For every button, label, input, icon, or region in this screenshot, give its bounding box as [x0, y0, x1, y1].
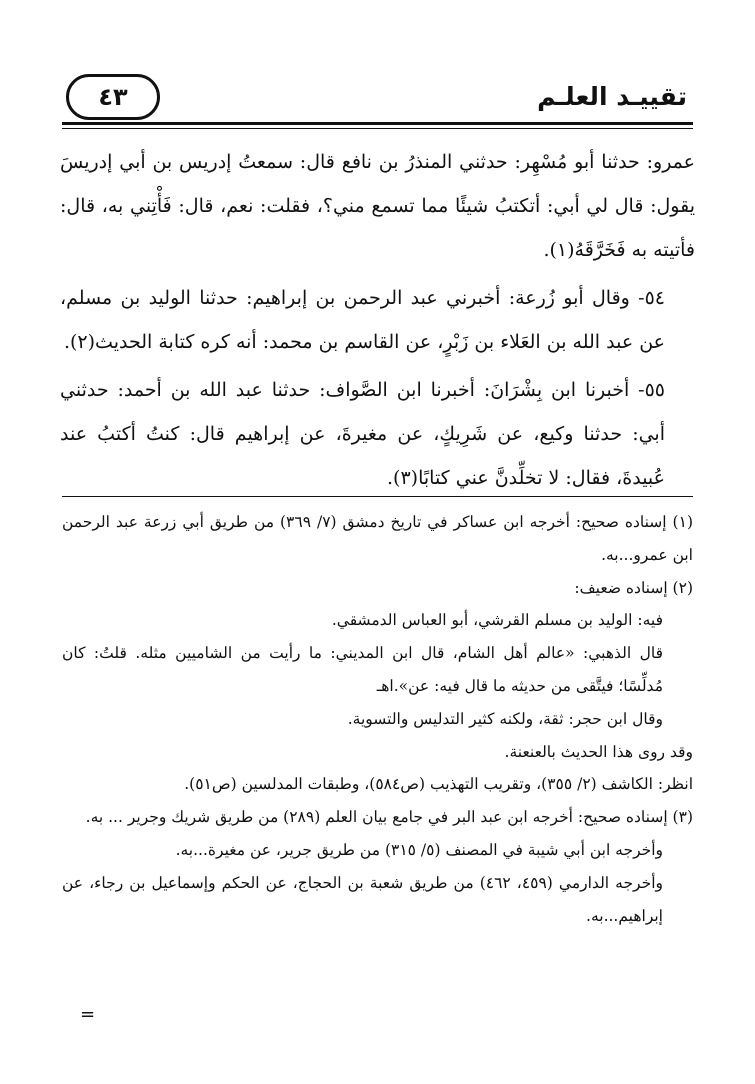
footnote-3: (٣) إسناده صحيح: أخرجه ابن عبد البر في جامع بيان العلم (٢٨٩) من طريق شريك وجرير ... به. [85, 808, 693, 827]
page-number-badge: ٤٣ [66, 74, 160, 120]
footnote-2-line: وقال ابن حجر: ثقة، ولكنه كثير التدليس والتسوية. [347, 709, 663, 728]
footnote-1: (١) إسناده صحيح: أخرجه ابن عساكر في تاريخ دمشق (٧/ ٣٦٩) من طريق أبي زرعة عبد الرحمن ابن عمرو...به. [62, 513, 693, 564]
footnotes [62, 506, 693, 932]
footnote-2-line: فيه: الوليد بن مسلم القرشي، أبو العباس الدمشقي. [331, 611, 663, 630]
footnote-2-line: وقد روى هذا الحديث بالعنعنة. [504, 742, 693, 761]
page-header [62, 66, 693, 122]
paragraph-continuation: عمرو: حدثنا أبو مُسْهِر: حدثني المنذرُ بن نافع قال: سمعتُ إدريس بن أبي إدريسَ يقول: قال لي أبي: أتكتبُ شيئًا مما تسمع مني؟، فقلت: نعم، قال: فَأْتِني به، قال: فأتيته به فَخَرَّقَهُ(١). [60, 151, 695, 261]
page-mark: = [80, 1004, 96, 1025]
hadith-55: ٥٥- أخبرنا ابن بِشْرَانَ: أخبرنا ابن الصَّواف: حدثنا عبد الله بن أحمد: حدثني أبي: حدثنا وكيع، عن شَرِيكٍ، عن مغيرةَ، عن إبراهيم قال: كنتُ أكتبُ عند عُبيدةَ، فقال: لا تخلِّدنَّ عني كتابًا(٣). [60, 379, 665, 489]
hadith-54: ٥٤- وقال أبو زُرعة: أخبرني عبد الرحمن بن إبراهيم: حدثنا الوليد بن مسلم، عن عبد الله بن العَلاء بن زَبْرٍ، عن القاسم بن محمد: أنه كره كتابة الحديث(٢). [60, 287, 665, 353]
footnote-2-line: انظر: الكاشف (٢/ ٣٥٥)، وتقريب التهذيب (ص٥٨٤)، وطبقات المدلسين (ص٥١). [184, 775, 693, 794]
footnote-2-line: قال الذهبي: «عالم أهل الشام، قال ابن المديني: ما رأيت من الشاميين مثله. قلتُ: كان مُدلِّسًا؛ فيتَّقى من حديثه ما قال فيه: عن».اهـ [62, 644, 663, 695]
footnote-2-heading: (٢) إسناده ضعيف: [574, 578, 693, 597]
footnote-3-line: وأخرجه الدارمي (٤٥٩، ٤٦٢) من طريق شعبة بن الحجاج، عن الحكم وإسماعيل بن رجاء، عن إبراهيم...به. [62, 873, 663, 925]
header-rule-thin [62, 128, 693, 129]
main-text [60, 140, 695, 504]
footnote-separator [62, 496, 693, 497]
footnote-3-line: وأخرجه ابن أبي شيبة في المصنف (٥/ ٣١٥) من طريق جرير، عن مغيرة...به. [175, 840, 663, 859]
header-rule [62, 122, 693, 125]
running-title: تقييـد العلـم [537, 82, 687, 111]
